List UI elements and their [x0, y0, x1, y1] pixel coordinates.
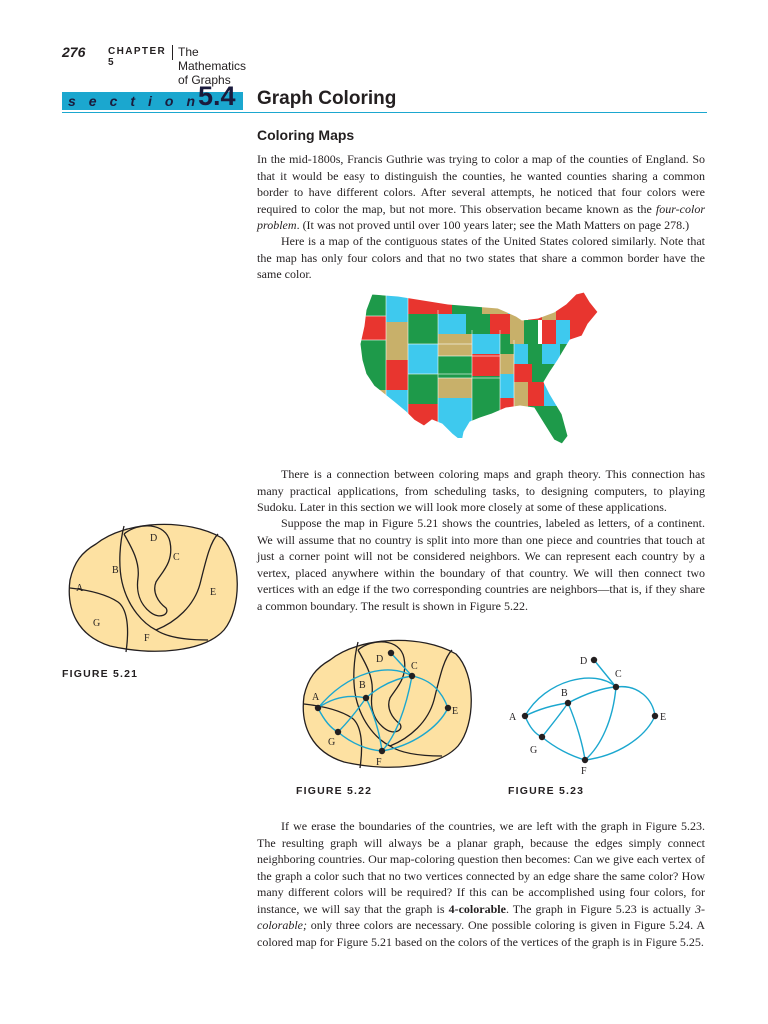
figure-5-21-map [58, 512, 243, 660]
paragraph-5-text-mid: . The graph in Figure 5.23 is actually [505, 901, 695, 916]
section-number: 5.4 [198, 81, 236, 111]
state-tile [524, 320, 538, 344]
country-label-a: A [76, 583, 84, 594]
country-label-d: D [150, 533, 158, 544]
state-tile [528, 344, 542, 364]
paragraph-4: Suppose the map in Figure 5.21 shows the countries, labeled as letters, of a continent. We will assume that no country is split into more than one piece and countries that touch at just a corner point will not be considered neighbors. We can represent each country by a vertex, placed anywhere within the boundary of that country. We will then connect two vertices with an edge if the two corresponding countries are neighbors—that is, if they share a common boundary. The result is shown in Figure 5.22. [257, 516, 705, 613]
page-number: 276 [62, 44, 86, 60]
vertex-f [582, 757, 588, 763]
state-tile [472, 334, 500, 354]
paragraph-5-emphasis: 3-colorable; [257, 901, 705, 932]
vertex-label-f: F [581, 766, 587, 777]
paragraph-1 [257, 151, 705, 234]
header-divider [172, 45, 173, 60]
paragraph-5 [257, 818, 705, 950]
state-tile [386, 390, 408, 430]
state-tile [472, 354, 500, 376]
vertex-b [565, 700, 571, 706]
edge-b-c [568, 687, 616, 703]
vertex-label-b: B [561, 688, 568, 699]
vertex-c [409, 673, 415, 679]
paragraph-5-text: If we erase the boundaries of the countries, we are left with the graph in Figure 5.23. The resulting graph will always be a planar graph, because the edges simply connect neighboring countries. Our map-coloring question then becomes: Can we give each vertex of the graph a color such that no two vertices connected by an edge share the same color? How many different colors will be required? If this can be accomplished using four colors, for instance, we will say that the graph is [257, 819, 705, 916]
chapter-title: The Mathematics of Graphs [178, 45, 247, 87]
state-tile [500, 398, 514, 438]
vertex-g [539, 734, 545, 740]
state-tile [472, 376, 500, 396]
country-label-c: C [173, 552, 180, 563]
section-title: Graph Coloring [257, 88, 397, 109]
graph-vertices [522, 657, 658, 763]
vertex-label-e: E [452, 706, 459, 717]
vertex-label-b: B [359, 680, 366, 691]
state-tile [408, 314, 438, 344]
figure-5-22-caption: FIGURE 5.22 [296, 785, 373, 797]
state-tile [438, 398, 472, 438]
paragraph-1-term: four-color problem [257, 201, 705, 232]
edge-a-b [525, 703, 568, 716]
section-rule [62, 112, 707, 113]
vertex-label-d: D [580, 656, 588, 667]
state-tile [514, 344, 528, 364]
vertex-a [315, 705, 321, 711]
state-tile [438, 314, 466, 334]
subsection-title: Coloring Maps [257, 127, 355, 143]
vertex-label-d: D [376, 654, 384, 665]
edge-d-c [594, 660, 616, 687]
edge-a-g [525, 716, 542, 737]
state-tile [386, 360, 408, 390]
vertex-e [445, 705, 451, 711]
figure-5-21-caption: FIGURE 5.21 [62, 668, 139, 680]
state-tile [560, 344, 578, 364]
figure-5-23-graph [505, 650, 675, 780]
paragraph-1-text: In the mid-1800s, Francis Guthrie was trying to color a map of the counties of England. So that it would be easy to distinguish the counties, he wanted counties sharing a common border to have different colors. After several attempts, he noticed that four colors were required to color the map, but not more. This observation became known as the [257, 152, 705, 216]
country-label-f: F [144, 633, 150, 644]
edge-c-e [616, 687, 655, 716]
vertex-f [379, 748, 385, 754]
country-label-g: G [93, 618, 101, 629]
vertex-label-f: F [376, 757, 382, 768]
state-tile [556, 320, 570, 344]
vertex-d [591, 657, 597, 663]
edge-c-f [585, 687, 616, 760]
state-tile [528, 290, 542, 320]
state-tile [438, 356, 472, 378]
section-label: section [68, 93, 209, 109]
state-tile [358, 390, 386, 430]
country-label-e: E [210, 587, 217, 598]
state-tile [408, 374, 438, 404]
paragraph-5-text-end: only three colors are necessary. One possible coloring is given in Figure 5.24. A colored map for Figure 5.21 based on the colors of the vertices of the graph is in Figure 5.25. [257, 918, 705, 949]
state-tile [510, 314, 524, 344]
vertex-c [613, 684, 619, 690]
figure-5-22-map-graph [292, 628, 477, 776]
state-tile [508, 290, 528, 314]
vertex-label-g: G [328, 737, 336, 748]
state-tile [386, 290, 408, 322]
state-tile [556, 364, 578, 382]
vertex-label-c: C [411, 661, 418, 672]
paragraph-1-text-end: . (It was not proved until over 100 years later; see the Math Matters on page 278.) [296, 218, 690, 232]
vertex-g [335, 729, 341, 735]
state-tile [408, 290, 452, 314]
state-tile [438, 334, 472, 356]
state-tile [514, 364, 532, 382]
graph-edges [525, 660, 655, 760]
edge-b-f [568, 703, 585, 760]
state-tile [542, 320, 556, 344]
map-tiles [358, 290, 606, 446]
state-tile [438, 378, 472, 398]
state-tile [500, 374, 514, 398]
state-tile [532, 364, 556, 382]
vertex-a [522, 713, 528, 719]
vertex-label-g: G [530, 745, 538, 756]
state-tile [408, 344, 438, 374]
state-tile [466, 314, 490, 334]
paragraph-2: Here is a map of the contiguous states of the United States colored similarly. Note that the map has only four colors and that no two states that share a common border have the same color. [257, 234, 705, 281]
vertex-b [363, 695, 369, 701]
state-tile [386, 322, 408, 360]
state-tile [528, 406, 578, 446]
country-label-b: B [112, 565, 119, 576]
vertex-label-e: E [660, 712, 667, 723]
us-states-map [358, 290, 608, 450]
vertex-e [652, 713, 658, 719]
state-tile [452, 290, 482, 314]
vertex-label-a: A [509, 712, 517, 723]
figure-5-23-caption: FIGURE 5.23 [508, 785, 585, 797]
paragraph-5-term: 4-colorable [448, 901, 506, 916]
chapter-label: CHAPTER 5 [108, 46, 167, 68]
state-tile [514, 382, 528, 422]
paragraph-3: There is a connection between coloring maps and graph theory. This connection has many practical applications, from scheduling tasks, to designing computers, to playing Sudoku. Later in this section we will look more closely at some of these applications. [257, 467, 705, 514]
state-tile [528, 382, 544, 406]
edge-g-f [542, 737, 585, 760]
vertex-label-c: C [615, 669, 622, 680]
vertex-label-a: A [312, 692, 320, 703]
state-tile [556, 290, 570, 320]
state-tile [500, 354, 514, 374]
vertex-d [388, 650, 394, 656]
edge-f-e [585, 716, 655, 760]
